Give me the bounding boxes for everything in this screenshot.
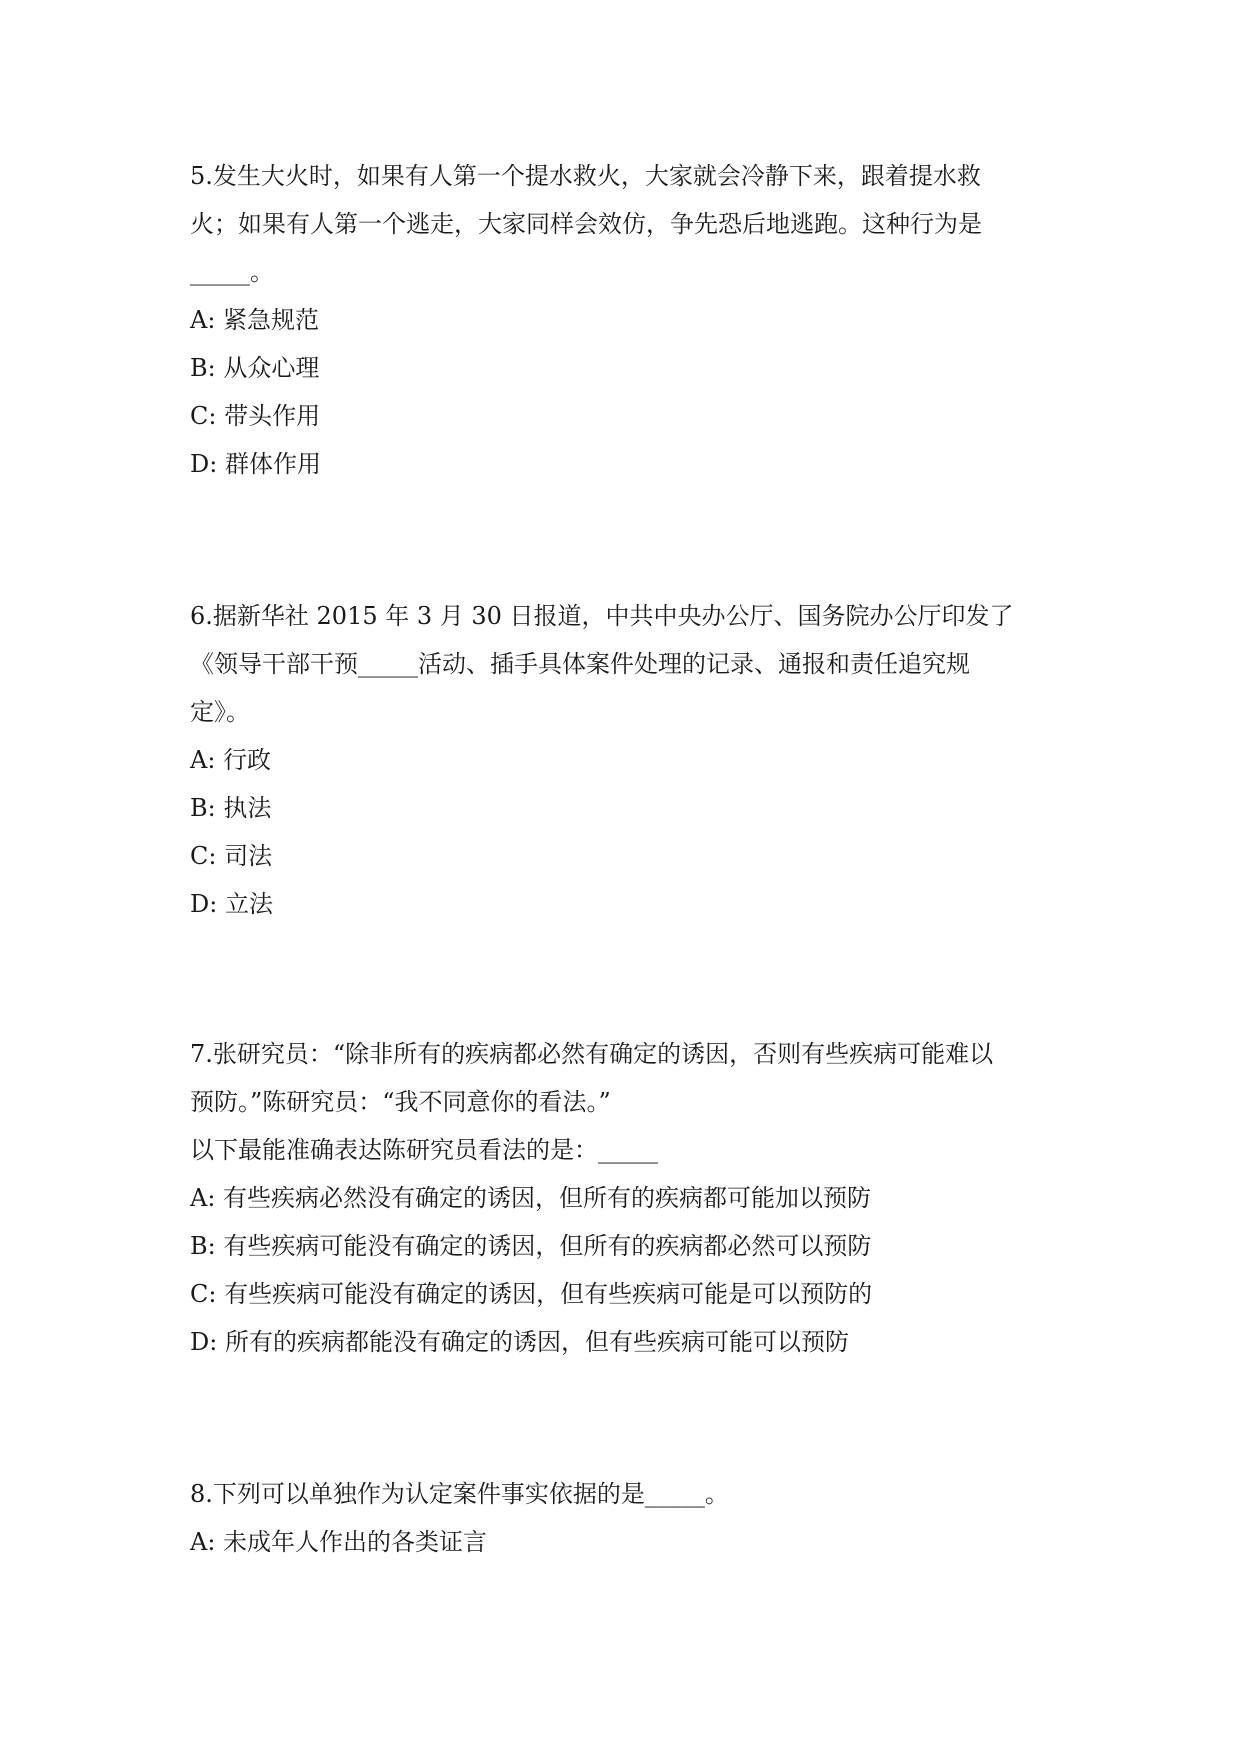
option-b: B: 有些疾病可能没有确定的诱因，但所有的疾病都必然可以预防	[190, 1232, 872, 1260]
option-a: A: 未成年人作出的各类证言	[190, 1528, 488, 1556]
question-stem-line: 预防。”陈研究员：“我不同意你的看法。”	[190, 1088, 611, 1116]
option-d: D: 所有的疾病都能没有确定的诱因，但有些疾病可能可以预防	[190, 1328, 849, 1356]
question-stem-line: 6.据新华社 2015 年 3 月 30 日报道，中共中央办公厅、国务院办公厅印发了	[190, 602, 1014, 630]
question-6	[190, 592, 1070, 928]
question-stem-line: 5.发生大火时，如果有人第一个提水救火，大家就会冷静下来，跟着提水救	[190, 162, 981, 190]
question-stem-line: 火；如果有人第一个逃走，大家同样会效仿，争先恐后地逃跑。这种行为是	[190, 210, 982, 238]
question-7	[190, 1030, 1070, 1366]
option-c: C: 有些疾病可能没有确定的诱因，但有些疾病可能是可以预防的	[190, 1280, 873, 1308]
option-d: D: 群体作用	[190, 450, 321, 478]
option-b: B: 执法	[190, 794, 272, 822]
question-stem-line: _____。	[190, 258, 274, 286]
option-a: A: 有些疾病必然没有确定的诱因，但所有的疾病都可能加以预防	[190, 1184, 872, 1212]
question-stem-line: 7.张研究员：“除非所有的疾病都必然有确定的诱因，否则有些疾病可能难以	[190, 1040, 994, 1068]
question-8	[190, 1470, 1070, 1566]
question-stem-line: 8.下列可以单独作为认定案件事实依据的是_____。	[190, 1480, 729, 1508]
question-stem-line: 《领导干部干预_____活动、插手具体案件处理的记录、通报和责任追究规	[190, 650, 970, 678]
option-b: B: 从众心理	[190, 354, 320, 382]
question-5	[190, 152, 1070, 488]
option-a: A: 紧急规范	[190, 306, 320, 334]
option-a: A: 行政	[190, 746, 272, 774]
question-stem-line: 以下最能准确表达陈研究员看法的是：_____	[190, 1136, 658, 1164]
option-c: C: 司法	[190, 842, 273, 870]
option-d: D: 立法	[190, 890, 273, 918]
question-stem-line: 定》。	[190, 698, 250, 726]
option-c: C: 带头作用	[190, 402, 321, 430]
